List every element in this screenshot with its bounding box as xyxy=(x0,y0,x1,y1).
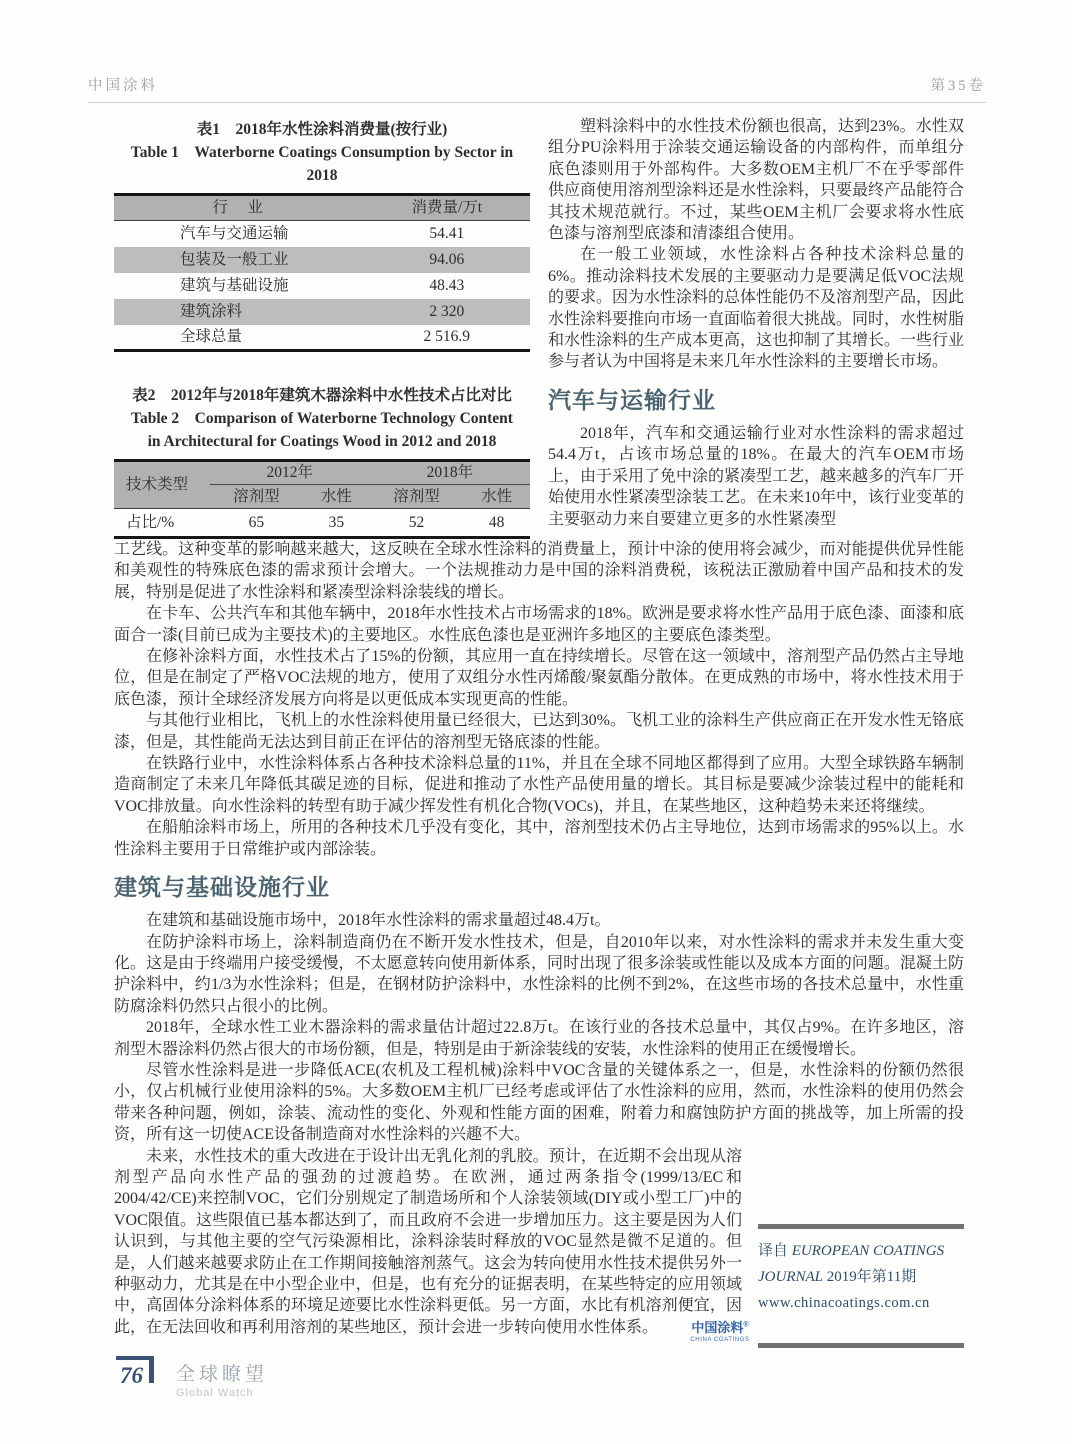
table-row xyxy=(114,221,530,247)
journal-name: 中国涂料 xyxy=(88,78,158,94)
source-journal-name: EUROPEAN COATINGS JOURNAL xyxy=(758,1242,945,1285)
table2-sub: 溶剂型 xyxy=(210,485,303,509)
table1-cell: 2 320 xyxy=(429,302,465,320)
table2-values-row xyxy=(114,509,530,538)
paragraph: 在铁路行业中，水性涂料体系占各种技术涂料总量的11%，并且在全球不同地区都得到了应用。大型全球铁路车辆制造商制定了未来几年降低其碳足迹的目标，促进和推动了水性产品使用量的增长。其目标是要减少涂装过程中的能耗和VOC排放量。向水性涂料的转型有助于减少挥发性有机化合物(VOCs)，并且，在某些地区，这种趋势未来还将继续。 xyxy=(114,755,964,815)
paragraph: 尽管水性涂料是进一步降低ACE(农机及工程机械)涂料中VOC含量的关键体系之一，但是，水性涂料的份额仍然很小，仅占机械行业使用涂料的5%。大多数OEM主机厂已经考虑或评估了水性涂料的应用，然而，水性涂料的使用仍然会带来各种问题，例如，涂装、流动性的变化、外观和性能方面的困难，附着力和腐蚀防护方面的挑战等，加上所需的投资，所有这一切使ACE设备制造商对水性涂料的兴趣不大。 xyxy=(114,1061,964,1144)
paragraph: 与其他行业相比，飞机上的水性涂料使用量已经很大，已达到30%。飞机工业的涂料生产供应商正在开发水性无铬底漆，但是，其性能尚无法达到目前正在评估的溶剂型无铬底漆的性能。 xyxy=(114,712,964,751)
page-footer xyxy=(114,1356,268,1399)
table2-row-label: 占比/% xyxy=(126,513,175,531)
section-heading-construction: 建筑与基础设施行业 xyxy=(114,874,330,901)
table2-sub: 水性 xyxy=(463,485,530,509)
table1-cell: 建筑涂料 xyxy=(180,302,243,320)
table2-caption-en: Table 2 Comparison of Waterborne Technology Content in Architectural for Coatings Wood in 2012 and 2018 xyxy=(131,410,513,450)
paragraph: 工艺线。这种变革的影响越来越大，这反映在全球水性涂料的消费量上，预计中涂的使用将会减少，而对能提供优异性能和美观性的特殊底色漆的需求预计会增大。一个法规推动力是中国的涂料消费税，该税法正激励着中国产品和技术的发展，特别是促进了水性涂料和紧凑型涂料涂装线的增长。 xyxy=(114,541,964,601)
paragraph: 2018年，全球水性工业木器涂料的需求量估计超过22.8万t。在该行业的各技术总量中，其仅占9%。在许多地区，溶剂型木器涂料仍然占很大的市场份额，但是，特别是由于新涂装线的安装，水性涂料的使用正在缓慢增长。 xyxy=(114,1019,964,1058)
divider-bar-bottom xyxy=(758,1343,964,1348)
paragraph: 在一般工业领域，水性涂料占各种技术涂料总量的6%。推动涂料技术发展的主要驱动力是要满足低VOC法规的要求。因为水性涂料的总体性能仍不及溶剂型产品，因此水性涂料要推向市场一直面临着很大挑战。同时，水性树脂和水性涂料的生产成本更高，这也抑制了其增长。一些行业参与者认为中国将是未来几年水性涂料的主要增长市场。 xyxy=(548,246,965,371)
table1-caption-en: Table 1 Waterborne Coatings Consumption by Sector in 2018 xyxy=(130,144,514,184)
table2-sub: 溶剂型 xyxy=(370,485,463,509)
table1-cell: 建筑与基础设施 xyxy=(180,276,289,294)
paragraph: 在卡车、公共汽车和其他车辆中，2018年水性技术占市场需求的18%。欧洲是要求将水性产品用于底色漆、面漆和底面合一漆(目前已成为主要技术)的主要地区。水性底色漆也是亚洲许多地区的主要底色漆类型。 xyxy=(114,605,964,644)
source-issue: 2019年第11期 xyxy=(823,1268,917,1285)
section-heading-automotive: 汽车与运输行业 xyxy=(548,386,716,413)
table-row xyxy=(114,299,530,325)
table1-cell: 包装及一般工业 xyxy=(180,250,289,268)
paragraph: 塑料涂料中的水性技术份额也很高，达到23%。水性双组分PU涂料用于涂装交通运输设备的内部构件，而单组分底色漆则用于外部构件。大多数OEM主机厂不在乎零部件供应商使用溶剂型涂料还是水性涂料，只要最终产品能符合其技术规范就行。不过，某些OEM主机厂会要求将水性底色漆与溶剂型底漆和清漆组合使用。 xyxy=(548,118,965,243)
table2-year-2018: 2018年 xyxy=(370,461,530,485)
paragraph: 在建筑和基础设施市场中，2018年水性涂料的需求量超过48.4万t。 xyxy=(146,912,611,930)
table2-value: 35 xyxy=(328,513,345,531)
table1-cell: 48.43 xyxy=(429,276,465,294)
footer-section-cn: 全球瞭望 xyxy=(176,1364,269,1385)
logo-text-en: CHINA COATINGS xyxy=(690,1336,750,1343)
page-number-block xyxy=(114,1356,164,1398)
table2-value: 52 xyxy=(408,513,425,531)
paragraph: 在防护涂料市场上，涂料制造商仍在不断开发水性技术，但是，自2010年以来，对水性涂料的需求并未发生重大变化。这是由于终端用户接受缓慢，不太愿意转向使用新体系，同时出现了很多涂装或性能以及成本方面的问题。混凝土防护涂料中，约1/3为水性涂料；但是，在钢材防护涂料中，水性涂料的比例不到2%，在这些市场的各技术总量中，水性重防腐涂料仍然只占很小的比例。 xyxy=(114,933,964,1015)
volume-label: 第35卷 xyxy=(930,78,986,94)
table1-cell: 全球总量 xyxy=(180,328,243,346)
table2-year-2012: 2012年 xyxy=(210,461,370,485)
table-row xyxy=(114,325,530,351)
table2 xyxy=(114,459,530,539)
table1-cell: 汽车与交通运输 xyxy=(180,225,289,243)
table-row xyxy=(114,247,530,273)
footer-section xyxy=(176,1356,268,1399)
table2-header-row xyxy=(114,461,530,485)
table2-value: 48 xyxy=(488,513,505,531)
table-row xyxy=(114,273,530,299)
table2-sub: 水性 xyxy=(303,485,370,509)
table2-caption-cn: 表2 2012年与2018年建筑木器涂料中水性技术占比对比 xyxy=(132,387,512,404)
table1-col-consumption: 消费量/万t xyxy=(411,199,483,217)
paragraph: 在船舶涂料市场上，所用的各种技术几乎没有变化，其中，溶剂型技术仍占主导地位，达到市场需求的95%以上。水性涂料主要用于日常维护或内部涂装。 xyxy=(114,819,964,858)
table1-caption-cn: 表1 2018年水性涂料消费量(按行业) xyxy=(196,121,448,138)
page-header xyxy=(88,74,986,103)
source-attribution-box xyxy=(690,1224,964,1343)
source-prefix: 译自 xyxy=(758,1242,792,1259)
table1-cell: 54.41 xyxy=(429,225,465,243)
table1-col-industry: 行 业 xyxy=(212,199,266,217)
article-body xyxy=(114,116,965,1343)
table1-cell: 2 516.9 xyxy=(423,328,471,346)
table1 xyxy=(114,193,530,352)
registered-mark: ® xyxy=(743,1321,749,1329)
left-column xyxy=(114,116,530,539)
right-column xyxy=(548,116,964,539)
table1-cell: 94.06 xyxy=(429,250,465,268)
table1-header-row xyxy=(114,195,530,221)
china-coatings-logo xyxy=(690,1321,750,1344)
website-url: www.chinacoatings.com.cn xyxy=(758,1294,930,1311)
paragraph: 在修补涂料方面，水性技术占了15%的份额，其应用一直在持续增长。尽管在这一领域中，溶剂型产品仍然占主导地位，但是在制定了严格VOC法规的地方，使用了双组分水性丙烯酸/聚氨酯分散体。在更成熟的市场中，将水性技术用于底色漆，预计全球经济发展方向将是以更低成本实现更高的性能。 xyxy=(114,648,964,708)
footer-section-en: Global Watch xyxy=(176,1387,254,1399)
paragraph-future xyxy=(114,1146,964,1343)
divider-bar-top xyxy=(758,1224,964,1229)
table2-col-type: 技术类型 xyxy=(114,461,210,509)
page-number: 76 xyxy=(120,1363,143,1388)
source-attribution-text xyxy=(758,1238,964,1290)
table2-value: 65 xyxy=(248,513,265,531)
two-column-area xyxy=(114,116,964,539)
logo-text-cn: 中国涂料® xyxy=(691,1319,749,1335)
paragraph: 2018年，汽车和交通运输行业对水性涂料的需求超过54.4万t，占该市场总量的18%。在最大的汽车OEM市场上，由于采用了免中涂的紧凑型工艺，越来越多的汽车厂开始使用水性紧凑型涂装工艺。在未来10年中，该行业变革的主要驱动力来自要建立更多的水性紧凑型 xyxy=(548,424,965,528)
paragraph-text: 未来，水性技术的重大改进在于设计出无乳化剂的乳胶。预计，在近期不会出现从溶剂型产品向水性产品的强劲的过渡趋势。在欧洲，通过两条指令(1999/13/EC和2004/42/CE)来控制VOC，它们分别规定了制造场所和个人涂装领域(DIY或小型工厂)中的VOC限值。这些限值已基本都达到了，而且政府不会进一步增加压力。这主要是因为人们认识到，与其他主要的空气污染源相比，涂料涂装时释放的VOC显然是微不足道的。但是，人们越来越要求防止在工作期间接触溶剂蒸气。这会为转向使用水性技术提供另外一种驱动力，尤其是在中小型企业中，但是，也有充分的证据表明，在某些特定的应用领域中，高固体分涂料体系的环境足迹要比水性涂料更低。另一方面，水比有机溶剂便宜，因此，在无法回收和再利用溶剂的某些地区，预计会进一步转向使用水性体系。 xyxy=(114,1147,742,1336)
